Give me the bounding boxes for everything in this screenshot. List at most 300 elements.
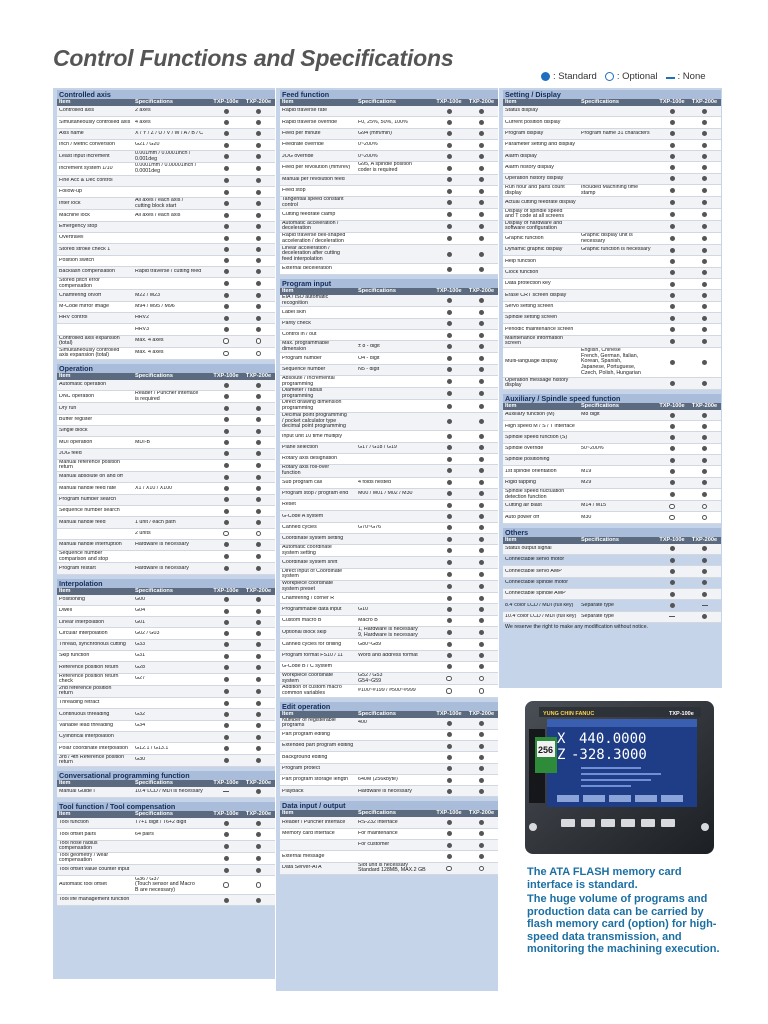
table-row (280, 140, 498, 151)
optional-circle-icon (479, 866, 485, 872)
standard-dot-icon (256, 383, 261, 388)
row-txp200e (242, 689, 275, 694)
row-spec: M19 (581, 468, 592, 474)
table-row (57, 222, 275, 233)
standard-dot-icon (670, 131, 675, 136)
row-txp100e (210, 701, 242, 706)
row-spec: F0, 25%, 50%, 100% (358, 119, 408, 125)
header-item: Item (282, 710, 294, 717)
section-rows (280, 718, 498, 798)
optional-circle-icon (256, 882, 262, 888)
header-c1: TXP-100e (659, 99, 685, 105)
standard-dot-icon (670, 458, 675, 463)
table-header (57, 811, 275, 818)
table-row (57, 313, 275, 324)
row-txp100e (656, 120, 688, 125)
row-txp200e (688, 469, 721, 474)
table-row (280, 851, 498, 862)
table-row (57, 415, 275, 426)
row-txp200e (465, 766, 498, 771)
row-txp200e (688, 188, 721, 193)
table-row (280, 817, 498, 828)
standard-dot-icon (479, 630, 484, 635)
standard-dot-icon (702, 304, 707, 309)
standard-dot-icon (702, 188, 707, 193)
table-row (57, 563, 275, 574)
standard-dot-icon (224, 213, 229, 218)
row-spec: G94 (mm/min) (358, 130, 392, 136)
row-txp100e (656, 424, 688, 429)
standard-dot-icon (224, 475, 229, 480)
row-spec: 400 (358, 720, 367, 726)
row-item: Tool life management function (59, 897, 130, 903)
section-rows (503, 544, 721, 623)
table-row (280, 264, 498, 275)
table-row (503, 117, 721, 128)
standard-dot-icon (702, 381, 707, 386)
row-txp100e (210, 475, 242, 480)
table-row (280, 400, 498, 412)
row-txp200e (465, 419, 498, 424)
row-txp100e (210, 654, 242, 659)
table-row (503, 185, 721, 197)
spec-section (280, 702, 498, 798)
row-item: Spindle speed function (S) (505, 434, 568, 440)
row-item: Rapid traverse rate (282, 108, 328, 114)
table-row (57, 437, 275, 448)
row-item: Periodic maintenance screen (505, 326, 574, 332)
row-item: Spindle positioning (505, 457, 550, 463)
row-txp200e (242, 154, 275, 159)
standard-dot-icon (670, 592, 675, 597)
row-txp200e (242, 642, 275, 647)
table-row (503, 313, 721, 324)
standard-dot-icon (447, 321, 452, 326)
section-title: Program input (280, 279, 498, 288)
row-txp100e (210, 247, 242, 252)
table-row (280, 685, 498, 697)
row-txp100e (433, 525, 465, 530)
row-item: Erase CRT screen display (505, 292, 567, 298)
row-item: Playback (282, 788, 304, 794)
row-txp100e (433, 732, 465, 737)
standard-dot-icon (447, 212, 452, 217)
standard-dot-icon (702, 480, 707, 485)
optional-circle-icon (223, 338, 229, 344)
table-header (280, 810, 498, 817)
row-spec: G10 (358, 606, 369, 612)
spec-section (57, 90, 275, 360)
standard-dot-icon (224, 236, 229, 241)
row-spec: 10.4"LCD / MDI is necessary (135, 789, 203, 795)
row-txp100e (656, 413, 688, 418)
row-txp200e (688, 131, 721, 136)
row-item: Axis name (59, 130, 84, 136)
row-spec: Program name 31 characters (581, 130, 650, 136)
table-row (503, 512, 721, 523)
standard-dot-icon (256, 143, 261, 148)
row-txp100e (433, 584, 465, 589)
row-spec: Separate type (581, 602, 614, 608)
optional-circle-icon (479, 676, 485, 682)
table-row (280, 581, 498, 593)
standard-dot-icon (256, 758, 261, 763)
standard-dot-icon (479, 367, 484, 372)
row-spec: HRV2 (135, 315, 150, 321)
row-txp100e (433, 200, 465, 205)
standard-dot-icon (670, 259, 675, 264)
table-row (280, 557, 498, 568)
row-item: Controlled axis (59, 108, 95, 114)
table-row (57, 743, 275, 754)
row-item: 1st spindle orientation (505, 468, 557, 474)
standard-dot-icon (256, 821, 261, 826)
section-title: Edit operation (280, 702, 498, 711)
standard-dot-icon (256, 451, 261, 456)
row-txp100e (656, 558, 688, 563)
row-txp200e (688, 339, 721, 344)
table-row (57, 187, 275, 198)
standard-dot-icon (479, 664, 484, 669)
row-txp100e (656, 469, 688, 474)
standard-dot-icon (702, 546, 707, 551)
row-txp200e (242, 868, 275, 873)
section-rows (280, 295, 498, 697)
standard-dot-icon (224, 844, 229, 849)
row-txp200e (465, 344, 498, 349)
row-txp200e (242, 844, 275, 849)
row-txp200e (465, 212, 498, 217)
row-txp200e (688, 259, 721, 264)
row-txp200e (242, 394, 275, 399)
standard-dot-icon (224, 120, 229, 125)
row-item: Rigid tapping (505, 480, 536, 485)
row-txp100e (656, 131, 688, 136)
standard-dot-icon (479, 843, 484, 848)
table-row (57, 403, 275, 414)
table-row (57, 198, 275, 210)
table-row (503, 600, 721, 611)
standard-dot-icon (224, 417, 229, 422)
row-txp200e (688, 143, 721, 148)
row-txp100e (433, 434, 465, 439)
row-item: External message (282, 853, 325, 859)
row-txp200e (465, 224, 498, 229)
table-row (503, 245, 721, 256)
table-row (280, 117, 498, 128)
spec-section (503, 394, 721, 524)
row-txp100e (210, 109, 242, 114)
standard-dot-icon (479, 419, 484, 424)
row-item: Dwell (59, 608, 72, 614)
row-spec: G36 / G37 (Touch sensor and Macro B are necessary) (135, 876, 195, 893)
cnc-x-label: X (557, 731, 566, 747)
standard-dot-icon (256, 620, 261, 625)
row-txp100e (210, 898, 242, 903)
standard-dot-icon (224, 597, 229, 602)
section-title: Conversational programming function (57, 771, 275, 780)
table-row (57, 233, 275, 244)
row-txp200e (688, 282, 721, 287)
standard-dot-icon (224, 509, 229, 514)
legend-standard: : Standard (541, 71, 597, 82)
row-item: Sub program call (282, 479, 323, 485)
row-txp200e (688, 435, 721, 440)
standard-dot-icon (447, 391, 452, 396)
row-txp100e (210, 281, 242, 286)
row-item: Stored stroke check 1 (59, 246, 111, 252)
row-txp100e (210, 844, 242, 849)
standard-dot-icon (702, 327, 707, 332)
open-circle-icon (605, 72, 614, 81)
row-item: Least input increment (59, 153, 110, 159)
standard-dot-icon (479, 252, 484, 257)
standard-dot-icon (479, 236, 484, 241)
standard-dot-icon (447, 143, 452, 148)
row-txp100e (210, 316, 242, 321)
standard-dot-icon (447, 189, 452, 194)
row-txp100e (210, 236, 242, 241)
row-txp200e (465, 468, 498, 473)
standard-dot-icon (479, 109, 484, 114)
row-txp200e (242, 440, 275, 445)
header-c1: TXP-100e (659, 402, 685, 409)
row-item: Parameter setting and display (505, 142, 576, 148)
standard-dot-icon (256, 520, 261, 525)
standard-dot-icon (479, 212, 484, 217)
standard-dot-icon (670, 480, 675, 485)
standard-dot-icon (256, 554, 261, 559)
row-txp100e (656, 248, 688, 253)
table-row (57, 348, 275, 360)
row-txp100e (433, 344, 465, 349)
standard-dot-icon (479, 356, 484, 361)
row-item: Rapid traverse override (282, 119, 338, 125)
standard-dot-icon (702, 259, 707, 264)
standard-dot-icon (702, 569, 707, 574)
header-item: Item (59, 587, 71, 594)
row-txp200e (242, 509, 275, 514)
table-row (280, 129, 498, 140)
table-row (57, 662, 275, 673)
row-txp100e (210, 542, 242, 547)
row-txp100e (433, 618, 465, 623)
row-txp100e (210, 856, 242, 861)
row-spec: Hardware is necessary (358, 788, 412, 794)
row-item: Follow-up (59, 189, 82, 195)
standard-dot-icon (224, 131, 229, 136)
row-txp100e (433, 744, 465, 749)
standard-dot-icon (224, 701, 229, 706)
row-txp200e (465, 607, 498, 612)
standard-dot-icon (670, 282, 675, 287)
row-txp100e (210, 327, 242, 332)
row-txp100e (433, 480, 465, 485)
table-row (280, 245, 498, 264)
row-item: Positioning (59, 596, 85, 602)
standard-dot-icon (256, 844, 261, 849)
table-row (280, 443, 498, 454)
row-txp100e (210, 486, 242, 491)
standard-dot-icon (702, 131, 707, 136)
row-txp200e (465, 548, 498, 553)
row-spec: G00 (135, 596, 146, 602)
standard-dot-icon (479, 572, 484, 577)
row-spec: Max. 4 axes (135, 350, 164, 356)
row-item: Emergency stop (59, 223, 98, 229)
table-header (57, 99, 275, 106)
table-row (280, 662, 498, 673)
row-item: Polar coordinate interpolation (59, 745, 128, 751)
row-txp100e (433, 560, 465, 565)
row-txp100e (433, 321, 465, 326)
table-row (280, 413, 498, 432)
header-c2: TXP-200e (691, 536, 718, 543)
row-txp200e (242, 677, 275, 682)
row-txp200e (688, 212, 721, 217)
row-txp200e (242, 178, 275, 183)
row-txp200e (688, 458, 721, 463)
row-txp200e (688, 446, 721, 451)
table-row (280, 295, 498, 307)
legend (541, 71, 714, 82)
table-row (57, 818, 275, 829)
row-txp100e (656, 480, 688, 485)
standard-dot-icon (256, 856, 261, 861)
table-row (57, 302, 275, 313)
standard-dot-icon (479, 267, 484, 272)
table-row (503, 348, 721, 378)
table-row (280, 454, 498, 465)
row-txp200e (688, 270, 721, 275)
standard-dot-icon (670, 492, 675, 497)
table-row (57, 876, 275, 895)
row-txp200e (465, 854, 498, 859)
header-c1: TXP-100e (213, 372, 239, 379)
row-txp200e (242, 712, 275, 717)
row-txp100e (656, 188, 688, 193)
table-row (280, 431, 498, 442)
standard-dot-icon (702, 176, 707, 181)
row-txp100e (210, 429, 242, 434)
standard-dot-icon (447, 367, 452, 372)
standard-dot-icon (479, 642, 484, 647)
row-item: Absolute / Incremental programming (282, 376, 335, 387)
standard-dot-icon (224, 520, 229, 525)
row-txp100e (433, 356, 465, 361)
row-txp100e (656, 176, 688, 181)
row-txp200e (688, 515, 721, 521)
standard-dot-icon (256, 166, 261, 171)
table-row (280, 730, 498, 741)
row-txp200e (242, 597, 275, 602)
row-txp100e (210, 269, 242, 274)
row-item: Canned cycles (282, 525, 317, 531)
row-txp100e (210, 620, 242, 625)
row-item: Tool function (59, 820, 89, 826)
row-txp200e (242, 882, 275, 888)
standard-dot-icon (256, 417, 261, 422)
row-spec: For customer (358, 842, 390, 848)
standard-dot-icon (256, 542, 261, 547)
table-row (280, 209, 498, 220)
table-row (503, 589, 721, 600)
row-txp100e (210, 143, 242, 148)
row-txp200e (465, 584, 498, 589)
standard-dot-icon (224, 497, 229, 502)
standard-dot-icon (447, 596, 452, 601)
standard-dot-icon (224, 154, 229, 159)
row-txp100e (433, 267, 465, 272)
row-txp100e (433, 177, 465, 182)
row-item: Single block (59, 428, 88, 434)
header-c2: TXP-200e (468, 288, 495, 295)
header-item: Item (282, 810, 294, 817)
header-item: Item (59, 99, 71, 105)
row-txp100e (210, 758, 242, 763)
section-title: Interpolation (57, 579, 275, 588)
standard-dot-icon (447, 560, 452, 565)
row-item: Simultaneously controlled axis expansion (total) (59, 347, 120, 359)
row-item: Tool offset value counter input (59, 867, 130, 873)
table-row (57, 640, 275, 651)
row-spec: 2 axes (135, 108, 151, 114)
row-item: Overtravel (59, 235, 84, 241)
standard-dot-icon (447, 310, 452, 315)
row-txp100e (433, 664, 465, 669)
row-txp100e (656, 360, 688, 365)
row-spec: G52 / G53 G54~G59 (358, 673, 383, 684)
standard-dot-icon (447, 732, 452, 737)
standard-dot-icon (702, 458, 707, 463)
section-rows (503, 410, 721, 524)
row-item: Buffer register (59, 417, 93, 422)
standard-dot-icon (479, 120, 484, 125)
row-txp200e (465, 653, 498, 658)
standard-dot-icon (224, 566, 229, 571)
standard-dot-icon (224, 463, 229, 468)
standard-dot-icon (479, 298, 484, 303)
row-txp200e (242, 654, 275, 659)
optional-circle-icon (223, 351, 229, 357)
row-txp200e (688, 154, 721, 159)
standard-dot-icon (702, 154, 707, 159)
row-spec: G33 (135, 642, 146, 648)
disclaimer-note: We reserve the right to make any modification without notice. (505, 623, 648, 630)
standard-dot-icon (224, 190, 229, 195)
standard-dot-icon (256, 131, 261, 136)
table-row (280, 627, 498, 639)
row-txp200e (242, 520, 275, 525)
standard-dot-icon (256, 247, 261, 252)
row-txp100e (210, 642, 242, 647)
optional-circle-icon (223, 882, 229, 888)
header-spec: Specifications (358, 810, 396, 817)
standard-dot-icon (479, 732, 484, 737)
row-txp200e (465, 618, 498, 623)
row-txp100e (210, 735, 242, 740)
row-spec: 4 axes (135, 119, 151, 125)
row-item: Program stop / program end (282, 491, 349, 497)
row-item: Program protect (282, 765, 320, 771)
standard-dot-icon (224, 247, 229, 252)
row-txp200e (465, 267, 498, 272)
row-txp200e (465, 843, 498, 848)
section-title: Setting / Display (503, 90, 721, 99)
row-txp200e (242, 383, 275, 388)
row-txp100e (656, 569, 688, 574)
standard-dot-icon (479, 391, 484, 396)
